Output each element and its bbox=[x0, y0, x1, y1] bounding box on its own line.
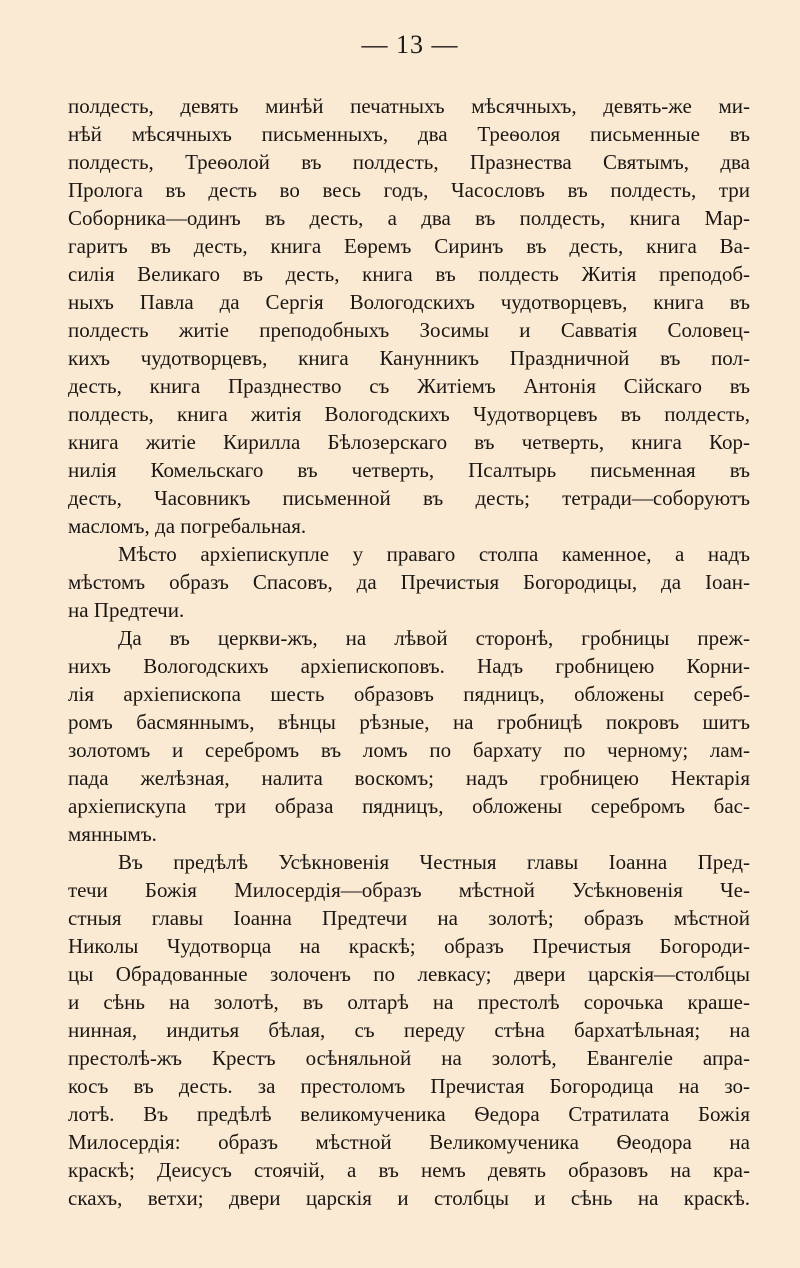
text-line: силія Великаго въ десть, книга въ полдесть Житія преподоб- bbox=[68, 262, 750, 286]
body-text bbox=[68, 92, 750, 1212]
text-line: Въ предѣлѣ Усѣкновенія Честныя главы Іоанна Пред- bbox=[118, 850, 750, 874]
text-line: масломъ, да погребальная. bbox=[68, 514, 307, 538]
text-line: ныхъ Павла да Сергія Вологодскихъ чудотворцевъ, книга въ bbox=[68, 290, 750, 314]
text-line: Мѣсто архіепискупле у праваго столпа каменное, а надъ bbox=[118, 542, 750, 566]
text-line: краскѣ; Деисусъ стоячій, а въ немъ девять образовъ на кра- bbox=[68, 1158, 750, 1182]
text-line: гаритъ въ десть, книга Еѳремъ Сиринъ въ десть, книга Ва- bbox=[68, 234, 750, 258]
text-line: кихъ чудотворцевъ, книга Канунникъ Праздничной въ пол- bbox=[68, 346, 750, 370]
page-number: — 13 — bbox=[361, 30, 459, 59]
text-line: десть, книга Празднество съ Житіемъ Антонія Сійскаго въ bbox=[68, 374, 750, 398]
text-line: полдесть, девять минѣй печатныхъ мѣсячныхъ, девять-же ми- bbox=[68, 94, 750, 118]
text-line: полдесть, книга житія Вологодскихъ Чудотворцевъ въ полдесть, bbox=[68, 402, 750, 426]
text-line: мяннымъ. bbox=[68, 822, 157, 846]
text-line: лотѣ. Въ предѣлѣ великомученика Ѳедора Стратилата Божія bbox=[68, 1102, 750, 1126]
text-line: скахъ, ветхи; двери царскія и столбцы и сѣнь на краскѣ. bbox=[68, 1186, 750, 1210]
text-line: полдесть, Треѳолой въ полдесть, Празнества Святымъ, два bbox=[68, 150, 750, 174]
text-line: и сѣнь на золотѣ, въ олтарѣ на престолѣ сорочька краше- bbox=[68, 990, 750, 1014]
text-line: нилія Комельскаго въ четверть, Псалтырь письменная въ bbox=[68, 458, 750, 482]
paragraph bbox=[68, 624, 750, 848]
text-line: книга житіе Кирилла Бѣлозерскаго въ четверть, книга Кор- bbox=[68, 430, 750, 454]
text-line: косъ въ десть. за престоломъ Пречистая Богородица на зо- bbox=[68, 1074, 750, 1098]
text-line: пада желѣзная, налита воскомъ; надъ гробницею Нектарія bbox=[68, 766, 750, 790]
text-line: нихъ Вологодскихъ архіепископовъ. Надъ гробницею Корни- bbox=[68, 654, 750, 678]
text-line: стныя главы Іоанна Предтечи на золотѣ; образъ мѣстной bbox=[68, 906, 750, 930]
text-line: мѣстомъ образъ Спасовъ, да Пречистыя Богородицы, да Іоан- bbox=[68, 570, 750, 594]
text-line: золотомъ и серебромъ въ ломъ по бархату по черному; лам- bbox=[68, 738, 750, 762]
text-line: нинная, индитья бѣлая, съ переду стѣна бархатѣльная; на bbox=[68, 1018, 750, 1042]
text-line: течи Божія Милосердія—образъ мѣстной Усѣкновенія Че- bbox=[68, 878, 750, 902]
text-line: престолѣ-жъ Крестъ осѣняльной на золотѣ, Евангеліе апра- bbox=[68, 1046, 750, 1070]
text-line: архіепискупа три образа пядницъ, обложены серебромъ бас- bbox=[68, 794, 750, 818]
text-line: десть, Часовникъ письменной въ десть; тетради—соборуютъ bbox=[68, 486, 750, 510]
text-line: Соборника—одинъ въ десть, а два въ полдесть, книга Мар- bbox=[68, 206, 750, 230]
text-line: ромъ басмяннымъ, вѣнцы рѣзные, на гробницѣ покровъ шитъ bbox=[68, 710, 750, 734]
text-line: нѣй мѣсячныхъ письменныхъ, два Треѳолоя письменные въ bbox=[68, 122, 750, 146]
text-line: Да въ церкви-жъ, на лѣвой сторонѣ, гробницы преж- bbox=[118, 626, 750, 650]
paragraph bbox=[68, 92, 750, 540]
text-line: Николы Чудотворца на краскѣ; образъ Пречистыя Богороди- bbox=[68, 934, 750, 958]
text-line: цы Обрадованные золоченъ по левкасу; двери царскія—столбцы bbox=[68, 962, 750, 986]
text-line: полдесть житіе преподобныхъ Зосимы и Савватія Соловец- bbox=[68, 318, 750, 342]
text-line: Пролога въ десть во весь годъ, Часословъ въ полдесть, три bbox=[68, 178, 750, 202]
text-line: на Предтечи. bbox=[68, 598, 185, 622]
paragraph bbox=[68, 848, 750, 1212]
text-line: Милосердія: образъ мѣстной Великомученика Ѳеодора на bbox=[68, 1130, 750, 1154]
paragraph bbox=[68, 540, 750, 624]
text-line: лія архіепископа шесть образовъ пядницъ, обложены сереб- bbox=[68, 682, 750, 706]
